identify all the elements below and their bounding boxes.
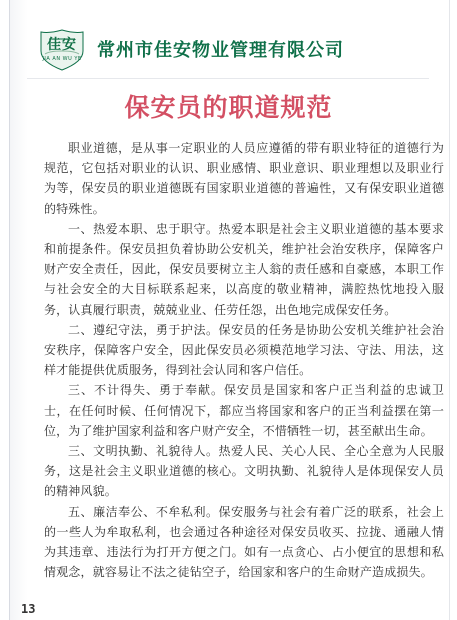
page-number: 13 xyxy=(21,602,36,616)
paragraph-5: 五、廉洁奉公、不牟私利。保安服务与社会有着广泛的联系，社会上的一些人为牟取私利，也会通过各种途径对保安员收买、拉拢、通融人情为其违章、违法行为打开方便之门。如有一点贪心、占小便宜的思想和私情观念，就容易让不法之徒钻空子，给国家和客户的生命财产造成损失。 xyxy=(44,504,444,580)
logo-mark: 佳安 xyxy=(47,37,77,53)
document-body xyxy=(44,138,444,582)
page-header xyxy=(27,25,427,75)
paragraph-intro: 职业道德，是从事一定职业的人员应遵循的带有职业特征的道德行为规范，它包括对职业的认识、职业感情、职业意识、职业理想以及职业行为等，保安员的职业道德既有国家职业道德的普遍性，又有保安职业道德的特殊性。 xyxy=(44,141,444,216)
header-divider xyxy=(27,78,429,79)
paragraph-2: 二、遵纪守法，勇于护法。保安员的任务是协助公安机关维护社会治安秩序，保障客户安全，因此保安员必须模范地学习法、守法、用法，这样才能提供优质服务，得到社会认同和客户信任。 xyxy=(44,322,444,378)
paragraph-3: 三、不计得失、勇于奉献。保安员是国家和客户正当利益的忠诚卫士，在任何时候、任何情况下，都应当将国家和客户的正当利益摆在第一位，为了维护国家利益和客户财产安全，不惜牺牲一切，甚至献出生命。 xyxy=(44,383,444,438)
paragraph-1: 一、热爱本职、忠于职守。热爱本职是社会主义职业道德的基本要求和前提条件。保安员担负着协助公安机关，维护社会治安秩序，保障客户财产安全责任，因此，保安员要树立主人翁的责任感和自豪感，本职工作与社会安全的大目标联系起来，以高度的敬业精神，满腔热忱地投入服务，认真履行职责，兢兢业业、任劳任怨，出色地完成保安任务。 xyxy=(44,221,444,317)
paragraph-4: 三、文明执勤、礼貌待人。热爱人民、关心人民、全心全意为人民服务，这是社会主义职业道德的核心。文明执勤、礼貌待人是体现保安人员的精神风貌。 xyxy=(44,444,444,499)
company-logo xyxy=(31,29,93,71)
document-title: 保安员的职道规范 xyxy=(124,93,333,122)
logo-latin-text: JIA AN WU YE xyxy=(42,56,82,62)
company-name: 常州市佳安物业管理有限公司 xyxy=(97,40,344,61)
